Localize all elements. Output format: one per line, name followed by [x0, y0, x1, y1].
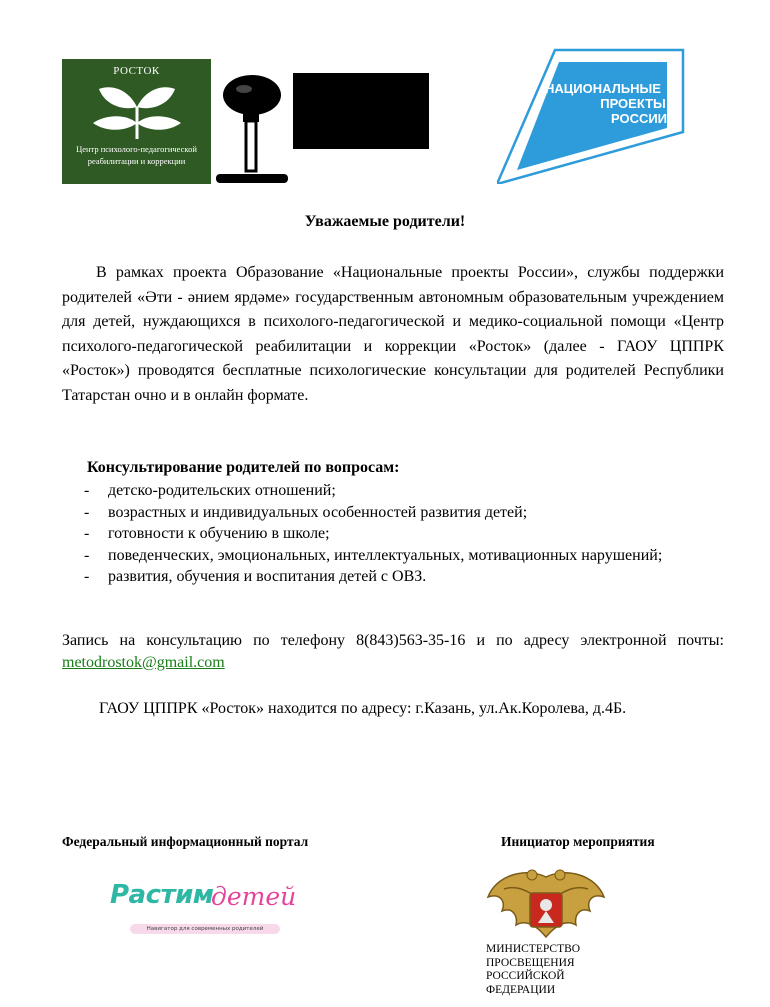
rostok-logo	[62, 59, 211, 184]
initiator-label: Инициатор мероприятия	[501, 834, 655, 849]
ministry-line: МИНИСТЕРСТВО	[486, 943, 581, 955]
topics-heading: Консультирование родителей по вопросам:	[87, 459, 400, 476]
topic-text: готовности к обучению в школе;	[108, 525, 330, 543]
rostok-logo-name: РОСТОК	[113, 65, 160, 77]
list-item	[62, 481, 724, 501]
bullet-dash: -	[84, 482, 90, 499]
address-paragraph: ГАОУ ЦППРК «Росток» находится по адресу: г.Казань, ул.Ак.Королева, д.4Б.	[99, 700, 627, 717]
list-item	[62, 546, 724, 566]
rastim-tagline: Навигатор для современных родителей	[130, 924, 280, 934]
np-logo-line0: ОБРАЗОВАНИЕ	[586, 62, 664, 73]
greeting-heading: Уважаемые родители!	[304, 213, 466, 230]
stamp-icon	[216, 75, 288, 185]
rostok-logo-subtitle	[62, 143, 211, 167]
rastim-word: Растим	[110, 880, 214, 910]
redacted-block	[293, 73, 429, 149]
np-logo-line1: НАЦИОНАЛЬНЫЕ	[545, 81, 661, 96]
email-link[interactable]: metodrostok@gmail.com	[62, 654, 225, 671]
ministry-line: ПРОСВЕЩЕНИЯ	[486, 956, 575, 969]
intro-paragraph: В рамках проекта Образование «Национальные проекты России», службы поддержки родителей «Әти - әнием ярдәме» государственным автономным образовательным учреждением для детей, нуждающихся в психолого-педагогической и медико-социальной помощи «Центр психолого-педагогической реабилитации и коррекции «Росток» (далее - ГАОУ ЦППРК «Росток») проводятся бесплатные психологические консультации для родителей Республики Татарстан очно и в онлайн формате.	[62, 264, 724, 404]
national-projects-logo	[497, 48, 687, 184]
bullet-dash: -	[84, 503, 90, 521]
contact-paragraph	[62, 630, 724, 674]
list-item	[62, 524, 724, 544]
ministry-caption	[486, 943, 580, 997]
topic-text: возрастных и индивидуальных особенностей развития детей;	[108, 503, 528, 521]
ministry-line: ФЕДЕРАЦИИ	[486, 983, 556, 996]
topic-text: поведенческих, эмоциональных, интеллектуальных, мотивационных нарушений;	[108, 546, 663, 564]
coat-of-arms-icon	[486, 867, 606, 941]
bullet-dash: -	[84, 525, 90, 543]
rostok-subtitle-line: реабилитации и коррекции	[87, 156, 186, 166]
np-logo-line2: ПРОЕКТЫ	[600, 96, 666, 111]
contact-text: Запись на консультацию по телефону 8(843)563-35-16 и по адресу электронной почты:	[62, 632, 724, 649]
topics-list	[62, 481, 724, 589]
bullet-dash: -	[84, 546, 90, 564]
rostok-subtitle-line: Центр психолого-педагогической	[76, 144, 197, 154]
np-logo-line3: РОССИИ	[610, 111, 668, 126]
portal-label: Федеральный информационный портал	[62, 834, 309, 849]
list-item	[62, 567, 724, 587]
ministry-line: РОССИЙСКОЙ	[486, 970, 565, 982]
rastim-detey-logo	[108, 880, 300, 940]
list-item	[62, 503, 724, 523]
sprout-icon	[87, 77, 187, 143]
topic-text: детско-родительских отношений;	[108, 482, 336, 499]
topic-text: развития, обучения и воспитания детей с ОВЗ.	[108, 568, 427, 586]
bullet-dash: -	[84, 568, 90, 586]
detey-word: детей	[211, 882, 297, 911]
